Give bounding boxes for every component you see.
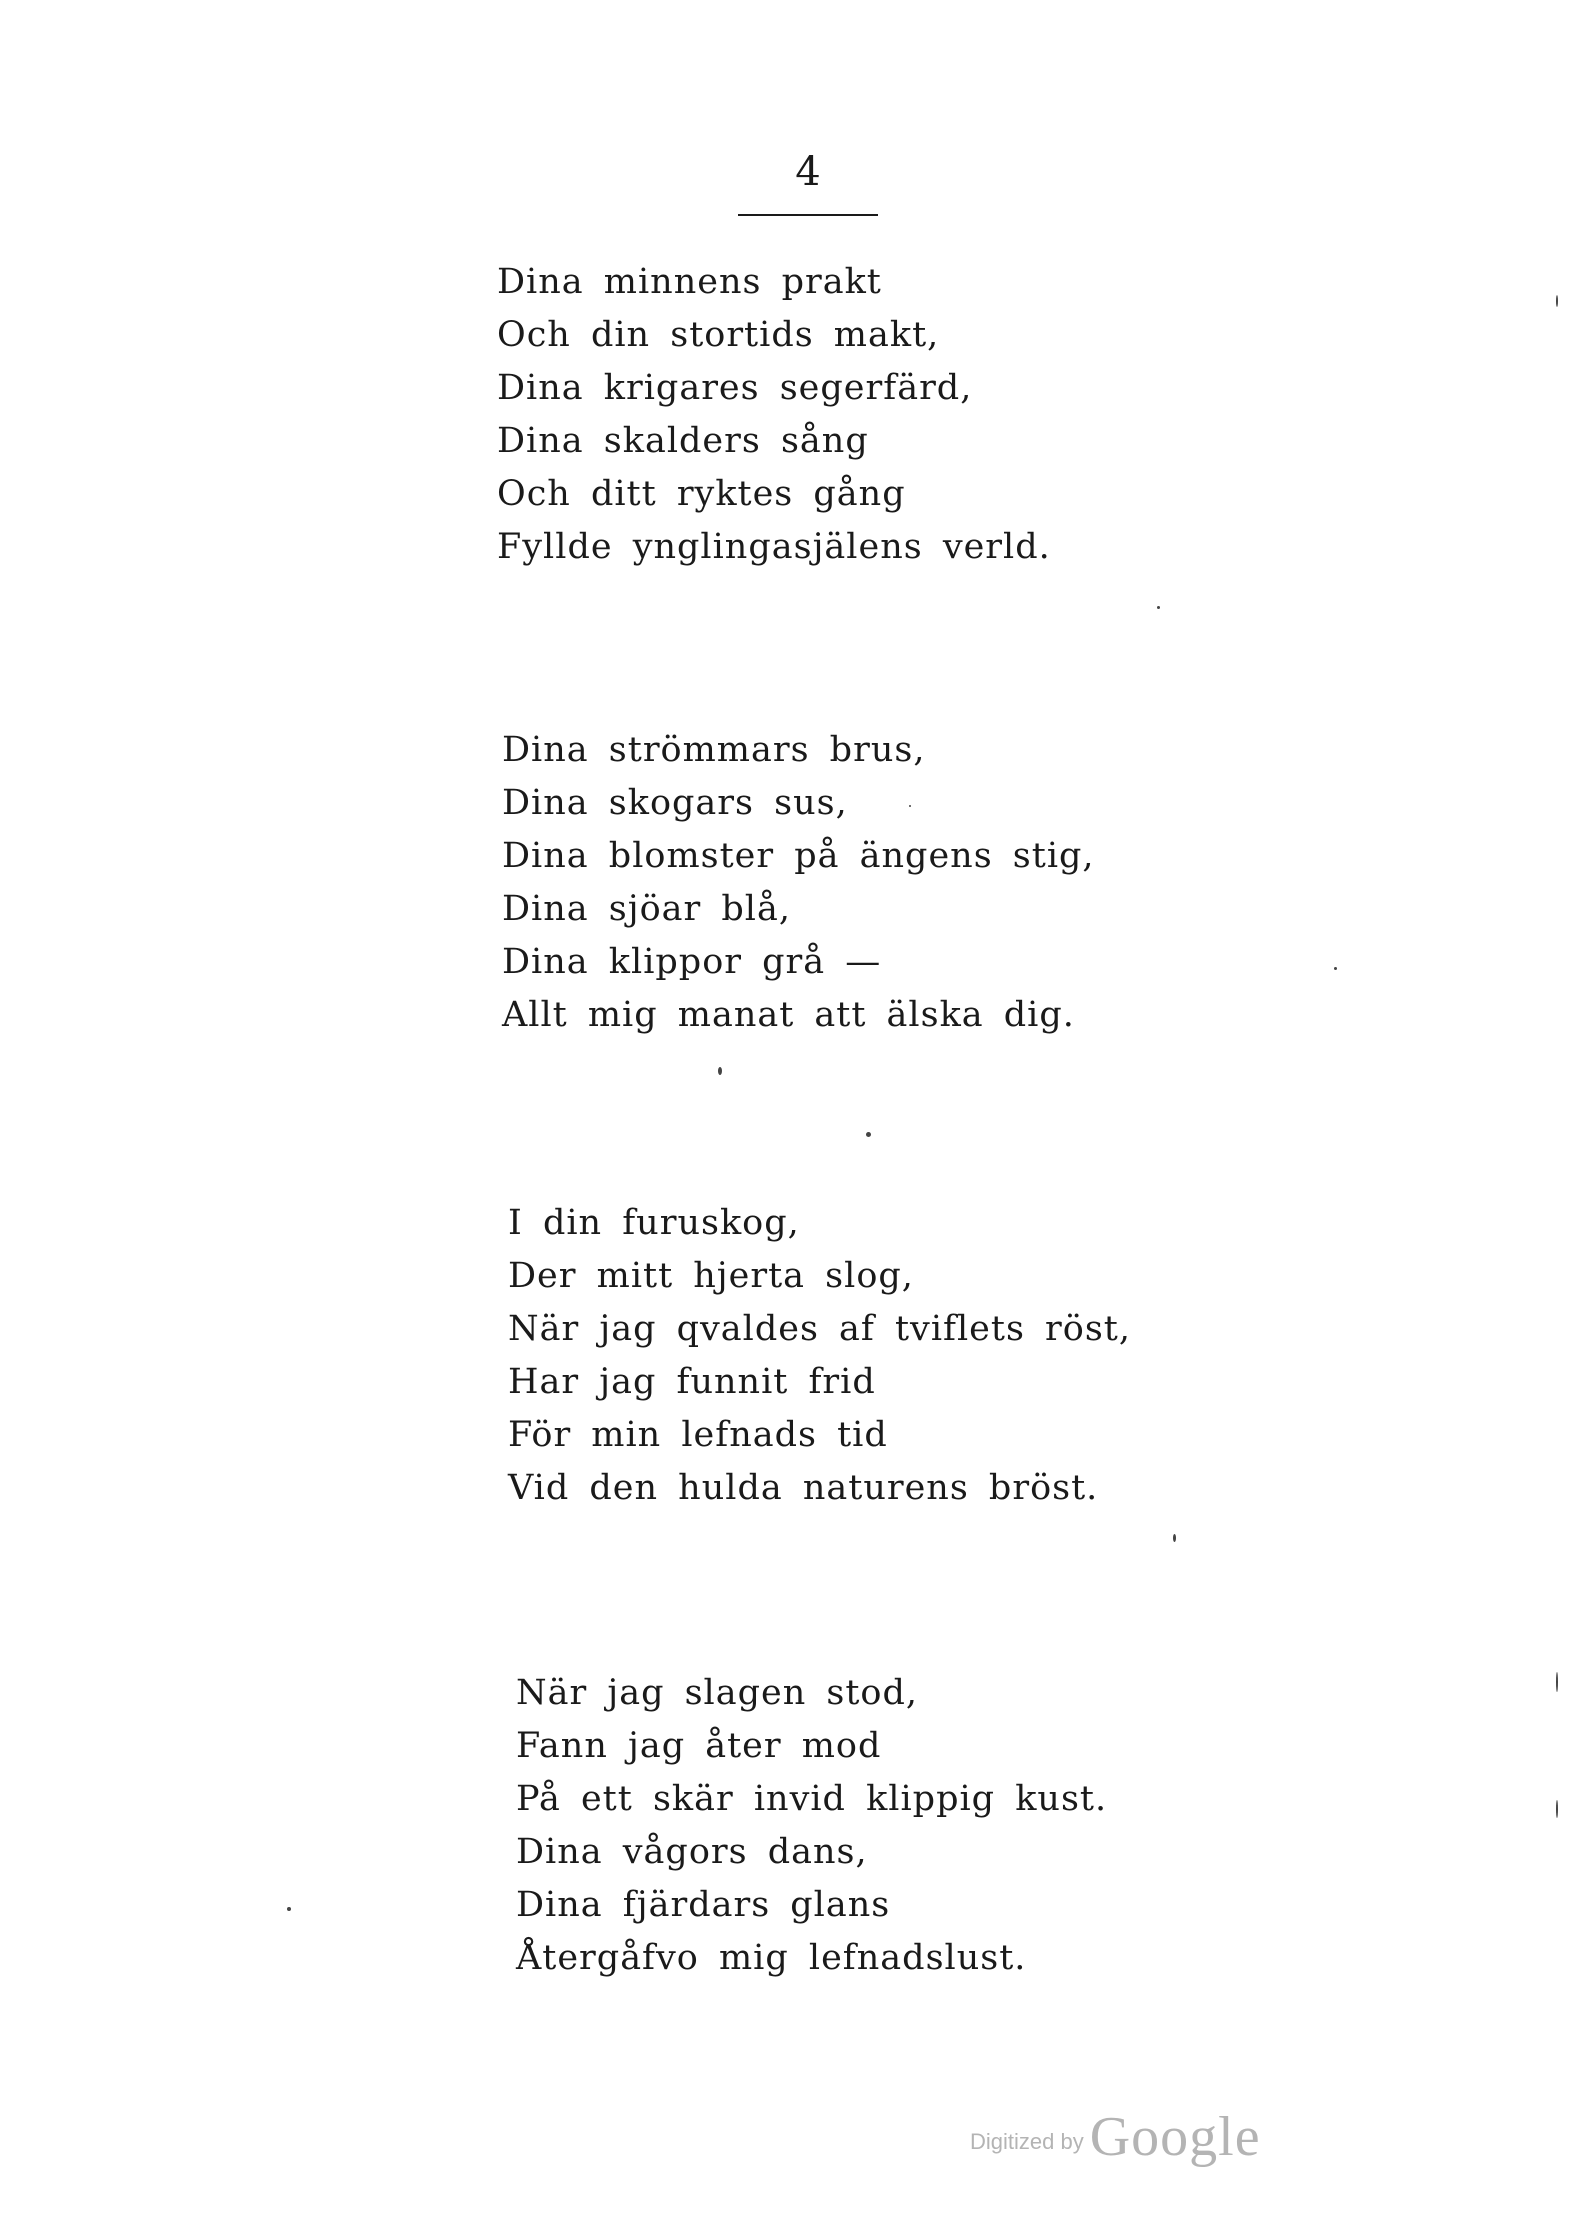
poem-line: Och din stortids makt, xyxy=(497,315,940,355)
scan-speck xyxy=(1556,1800,1558,1818)
scan-speck xyxy=(287,1907,291,1911)
poem-line: Dina skalders sång xyxy=(497,421,869,461)
poem-line: Vid den hulda naturens bröst. xyxy=(508,1468,1099,1508)
poem-line: Dina strömmars brus, xyxy=(502,730,926,770)
scan-speck xyxy=(1157,606,1160,609)
watermark-prefix: Digitized by xyxy=(970,2129,1084,2154)
poem-line: Dina klippor grå — xyxy=(502,942,882,982)
page-number-rule xyxy=(738,214,878,216)
poem-line: Dina vågors dans, xyxy=(516,1832,868,1872)
poem-line: I din furuskog, xyxy=(508,1203,800,1243)
poem-line: Dina blomster på ängens stig, xyxy=(502,836,1095,876)
poem-line: Återgåfvo mig lefnadslust. xyxy=(516,1938,1027,1978)
poem-line: Dina minnens prakt xyxy=(497,262,882,302)
poem-line: Dina skogars sus, xyxy=(502,783,848,823)
poem-line: Och ditt ryktes gång xyxy=(497,474,906,514)
scan-speck xyxy=(1556,1672,1558,1692)
scan-speck xyxy=(1334,967,1337,970)
poem-line: Fann jag åter mod xyxy=(516,1726,882,1766)
poem-line: Dina sjöar blå, xyxy=(502,889,791,929)
scan-speck xyxy=(1556,295,1558,307)
scan-speck xyxy=(718,1067,722,1075)
scan-speck xyxy=(866,1132,871,1137)
page-number: 4 xyxy=(795,149,821,195)
stanza xyxy=(516,1667,1107,1985)
poem-line: Har jag funnit frid xyxy=(508,1362,876,1402)
scan-speck xyxy=(1173,1534,1176,1542)
poem-line: Der mitt hjerta slog, xyxy=(508,1256,914,1296)
stanza xyxy=(497,256,1051,574)
google-logo: Google xyxy=(1089,2106,1261,2168)
poem-line: Allt mig manat att älska dig. xyxy=(502,995,1075,1035)
scan-speck xyxy=(909,805,911,807)
digitized-by-google-watermark xyxy=(970,2105,1261,2169)
poem-line: När jag slagen stod, xyxy=(516,1673,919,1713)
poem-line: Dina fjärdars glans xyxy=(516,1885,891,1925)
poem-line: När jag qvaldes af tviflets röst, xyxy=(508,1309,1131,1349)
poem-line: För min lefnads tid xyxy=(508,1415,888,1455)
poem-line: Fyllde ynglingasjälens verld. xyxy=(497,527,1051,567)
stanza xyxy=(502,724,1095,1042)
stanza xyxy=(508,1197,1131,1515)
poem-line: Dina krigares segerfärd, xyxy=(497,368,973,408)
poem-line: På ett skär invid klippig kust. xyxy=(516,1779,1108,1819)
